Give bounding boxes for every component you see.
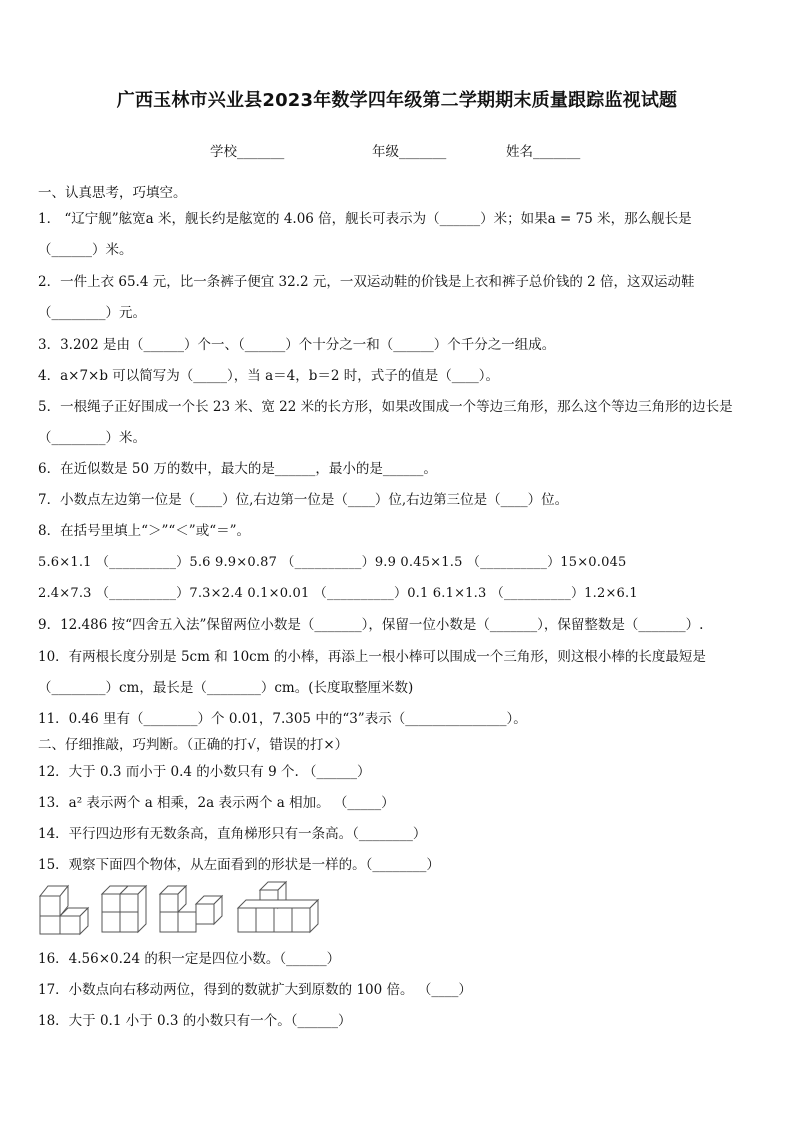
question-9: 9．12.486 按“四舍五入法”保留两位小数是（_______），保留一位小数是（_______），保留整数是（_______）. — [38, 617, 704, 633]
cube-figure-3 — [160, 886, 222, 932]
question-15: 15．观察下面四个物体，从左面看到的形状是一样的。（________） — [38, 857, 440, 873]
cube-figure-2 — [102, 886, 146, 932]
question-8: 8．在括号里填上“＞”“＜”或“＝”。 — [38, 523, 250, 539]
cube-figure-1 — [40, 886, 88, 934]
question-5-line-2: （________）米。 — [38, 430, 146, 446]
name-field: 姓名_______ — [506, 144, 581, 160]
question-2-line-2: （________）元。 — [38, 305, 146, 321]
question-8-row-2: 2.4×7.3 （__________）7.3×2.4 0.1×0.01 （__________）0.1 6.1×1.3 （__________）1.2×6.1 — [38, 586, 638, 601]
section-2-heading: 二、仔细推敲，巧判断。（正确的打√，错误的打×） — [38, 737, 349, 753]
question-7: 7．小数点左边第一位是（____）位,右边第一位是（____）位,右边第三位是（____）位。 — [38, 492, 569, 508]
question-4: 4．a×7×b 可以简写为（_____），当 a＝4，b＝2 时，式子的值是（____）。 — [38, 368, 499, 384]
question-16: 16．4.56×0.24 的积一定是四位小数。（______） — [38, 951, 341, 967]
school-field: 学校_______ — [210, 144, 285, 160]
question-1-line-1: 1． “辽宁舰”舷宽a 米，舰长约是舷宽的 4.06 倍，舰长可表示为（______）米；如果a = 75 米，那么舰长是 — [38, 211, 692, 227]
question-12: 12．大于 0.3 而小于 0.4 的小数只有 9 个. （______） — [38, 764, 371, 780]
question-6: 6．在近似数是 50 万的数中，最大的是______，最小的是______。 — [38, 461, 437, 477]
question-8-row-1: 5.6×1.1 （__________）5.6 9.9×0.87 （__________）9.9 0.45×1.5 （__________）15×0.045 — [38, 555, 627, 570]
question-3: 3．3.202 是由（______）个一、（______）个十分之一和（______）个千分之一组成。 — [38, 337, 556, 353]
question-13: 13．a² 表示两个 a 相乘，2a 表示两个 a 相加。 （_____） — [38, 795, 395, 811]
question-10-line-2: （________）cm，最长是（________）cm。(长度取整厘米数) — [38, 680, 414, 696]
question-17: 17．小数点向右移动两位，得到的数就扩大到原数的 100 倍。 （____） — [38, 982, 472, 998]
question-2-line-1: 2．一件上衣 65.4 元，比一条裤子便宜 32.2 元，一双运动鞋的价钱是上衣和裤子总价钱的 2 倍，这双运动鞋 — [38, 274, 695, 290]
grade-field: 年级_______ — [372, 144, 447, 160]
question-14: 14．平行四边形有无数条高，直角梯形只有一条高。（________） — [38, 826, 427, 842]
question-5-line-1: 5．一根绳子正好围成一个长 23 米、宽 22 米的长方形，如果改围成一个等边三角形，那么这个等边三角形的边长是 — [38, 399, 733, 415]
section-1-heading: 一、认真思考，巧填空。 — [38, 185, 187, 201]
question-11: 11．0.46 里有（________）个 0.01，7.305 中的“3”表示（_______________）。 — [38, 711, 527, 727]
question-15-figures — [38, 878, 338, 936]
question-10-line-1: 10．有两根长度分别是 5cm 和 10cm 的小棒，再添上一根小棒可以围成一个三角形，则这根小棒的长度最短是 — [38, 649, 706, 665]
question-1-line-2: （______）米。 — [38, 242, 133, 258]
page-title: 广西玉林市兴业县2023年数学四年级第二学期期末质量跟踪监视试题 — [116, 90, 678, 111]
cube-figure-4 — [238, 882, 318, 932]
question-18: 18．大于 0.1 小于 0.3 的小数只有一个。（______） — [38, 1013, 352, 1029]
